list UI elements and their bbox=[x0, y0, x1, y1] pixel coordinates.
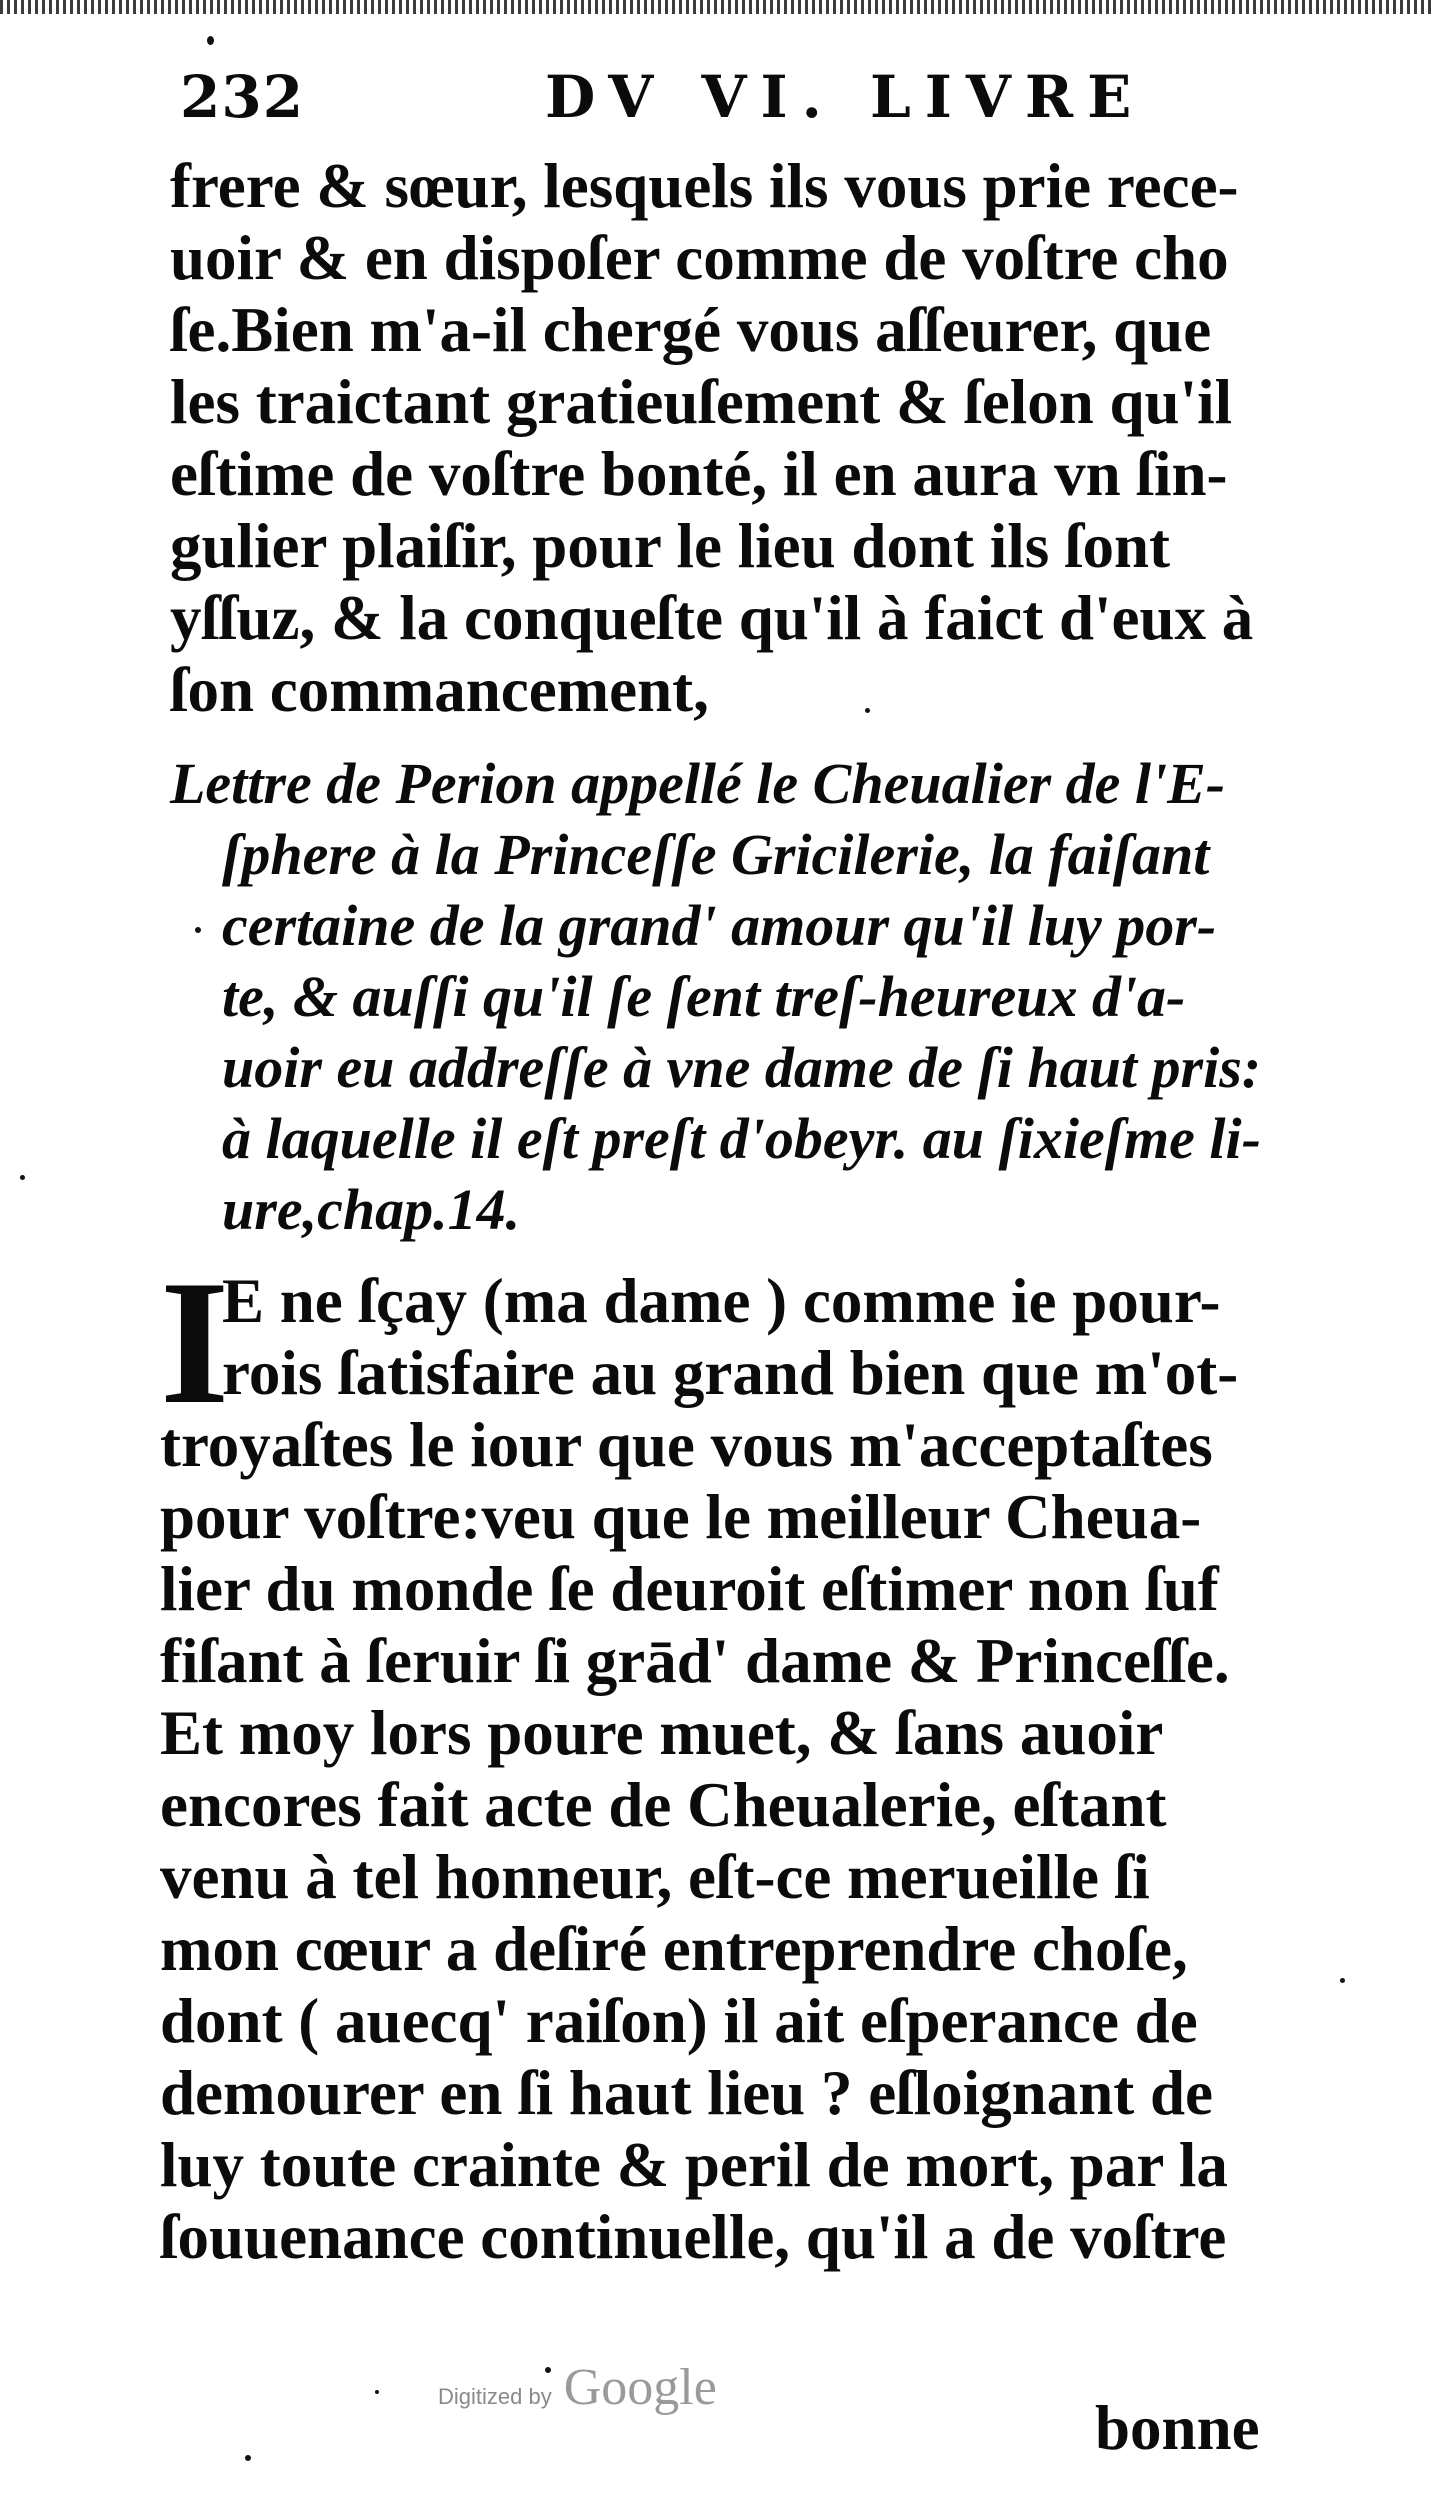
text-line: ſouuenance continuelle, qu'il a de voſtre bbox=[160, 2202, 1227, 2272]
heading-line: certaine de la grand' amour qu'il luy por- bbox=[222, 893, 1217, 958]
text-line: gulier plaiſir, pour le lieu dont ils ſont bbox=[170, 511, 1171, 581]
digitization-watermark bbox=[438, 2358, 717, 2428]
scan-speck bbox=[20, 1175, 25, 1180]
text-line: lier du monde ſe deuroit eſtimer non ſuf bbox=[160, 1554, 1219, 1624]
text-line: venu à tel honneur, eſt-ce merueille ſi bbox=[160, 1842, 1150, 1912]
running-head: DV VI. LIVRE bbox=[545, 63, 1146, 131]
heading-line: à laquelle il eſt preſt d'obeyr. au ſixieſme li- bbox=[222, 1106, 1261, 1171]
text-line: rois ſatisfaire au grand bien que m'ot- bbox=[222, 1338, 1239, 1408]
text-line: fiſant à ſeruir ſi grād' dame & Princeſſe. bbox=[160, 1626, 1230, 1696]
heading-line: te, & auſſi qu'il ſe ſent treſ-heureux d'a- bbox=[222, 964, 1186, 1029]
text-line: ſe.Bien m'a-il chergé vous aſſeurer, que bbox=[170, 295, 1212, 365]
text-line: mon cœur a deſiré entreprendre choſe, bbox=[160, 1914, 1188, 1984]
letter-body bbox=[160, 1243, 1350, 2273]
text-line: les traictant gratieuſement & ſelon qu'il bbox=[170, 367, 1233, 437]
scanned-page-edge bbox=[0, 0, 1435, 14]
text-line: uoir & en dispoſer comme de voſtre cho bbox=[170, 223, 1229, 293]
text-line: pour voſtre:veu que le meilleur Cheua- bbox=[160, 1482, 1202, 1552]
scan-speck bbox=[545, 2367, 551, 2373]
page-header bbox=[180, 55, 1320, 145]
google-logo: Google bbox=[563, 2359, 717, 2416]
scan-speck bbox=[245, 2455, 251, 2461]
scan-speck bbox=[865, 708, 870, 713]
scan-speck bbox=[1340, 1978, 1345, 1983]
letter-heading bbox=[170, 748, 1350, 1245]
text-line: demourer en ſi haut lieu ? eſloignant de bbox=[160, 2058, 1213, 2128]
watermark-prefix: Digitized by bbox=[438, 2384, 552, 2409]
scan-speck bbox=[207, 36, 214, 45]
text-line: E ne ſçay (ma dame ) comme ie pour- bbox=[222, 1266, 1221, 1336]
page-number: 232 bbox=[180, 63, 305, 131]
text-line: troyaſtes le iour que vous m'acceptaſtes bbox=[160, 1410, 1213, 1480]
text-line: eſtime de voſtre bonté, il en aura vn ſin- bbox=[170, 439, 1228, 509]
text-line: dont ( auecq' raiſon) il ait eſperance de bbox=[160, 1986, 1198, 2056]
text-line: Et moy lors poure muet, & ſans auoir bbox=[160, 1698, 1164, 1768]
text-line: yſſuz, & la conqueſte qu'il à faict d'eux à bbox=[170, 583, 1254, 653]
catchword: bonne bbox=[1095, 2393, 1260, 2463]
heading-line: ure,chap.14. bbox=[222, 1177, 521, 1242]
text-line: ſon commancement, bbox=[170, 655, 709, 725]
drop-cap: I bbox=[160, 1243, 230, 1441]
body-paragraph bbox=[170, 150, 1350, 726]
heading-line: Lettre de Perion appellé le Cheualier de l'E- bbox=[170, 751, 1226, 816]
scan-speck bbox=[195, 927, 201, 933]
text-line: encores fait acte de Cheualerie, eſtant bbox=[160, 1770, 1167, 1840]
heading-line: ſphere à la Princeſſe Gricilerie, la faiſant bbox=[222, 822, 1210, 887]
heading-line: uoir eu addreſſe à vne dame de ſi haut pris: bbox=[222, 1035, 1262, 1100]
scan-speck bbox=[375, 2390, 379, 2394]
text-line: luy toute crainte & peril de mort, par la bbox=[160, 2130, 1228, 2200]
text-line: frere & sœur, lesquels ils vous prie rece- bbox=[170, 151, 1239, 221]
